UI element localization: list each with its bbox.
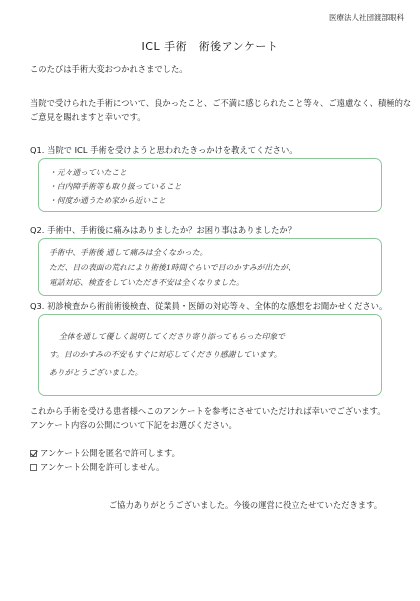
question-2-answer-line: 手術中、手術後 通して痛みは全くなかった。: [49, 248, 208, 257]
closing-line-1: これから手術を受ける患者様へこのアンケートを参考にさせていただければ幸いでございます。: [30, 406, 386, 416]
question-3-answer-box: [38, 314, 382, 396]
option-label: アンケート公開を許可しません。: [40, 462, 165, 472]
closing-line-2: アンケート内容の公開について下記をお選びください。: [30, 420, 237, 430]
footer-thanks: ご協力ありがとうございました。今後の運営に役立たせていただきます。: [108, 500, 382, 510]
question-1-answer-line: ・何度か通うため家から近いこと: [49, 196, 166, 205]
question-3-answer-line: 全体を通して優しく説明してくださり寄り添ってもらった印象で: [59, 332, 286, 341]
intro-line-1: 当院で受けられた手術について、良かったこと、ご不満に感じられたこと等々、ご遠慮なく、積極的な: [30, 98, 412, 108]
question-2-label: Q2. 手術中、手術後に痛みはありましたか？お困り事はありましたか？: [30, 225, 296, 235]
question-1-answer-line: ・元々通っていたこと: [49, 168, 127, 177]
question-3-answer-line: す。目のかすみの不安もすぐに対応してくださり感謝しています。: [49, 350, 282, 359]
question-2-answer-box: [38, 238, 382, 296]
question-3-label: Q3. 初診検査から術前術後検査、従業員・医師の対応等々、全体的な感想をお聞かせください。: [30, 301, 388, 311]
question-1-answer-line: ・白内障手術等も取り扱っていること: [49, 182, 182, 191]
option-no-publish[interactable]: [30, 460, 164, 474]
option-anonymous-publish[interactable]: [30, 446, 180, 460]
question-1-answer-box: [38, 158, 382, 212]
checkbox-checked-icon[interactable]: [30, 450, 37, 457]
option-label: アンケート公開を匿名で許可します。: [40, 448, 180, 458]
intro-greeting: このたびは手術大変おつかれさまでした。: [30, 64, 188, 74]
question-1-label: Q1. 当院で ICL 手術を受けようと思われたきっかけを教えてください。: [30, 145, 298, 155]
intro-line-2: ご意見を賜れますと幸いです。: [30, 112, 146, 122]
checkbox-unchecked-icon[interactable]: [30, 464, 37, 471]
question-2-answer-line: ただ、目の表面の荒れにより術後1時間ぐらいで目のかすみが出たが、: [49, 263, 296, 272]
clinic-name: 医療法人社団渡部眼科: [329, 13, 404, 22]
page-title: ICL 手術 術後アンケート: [141, 40, 279, 53]
question-3-answer-line: ありがとうございました。: [49, 368, 143, 377]
question-2-answer-line: 電話対応、検査をしていただき不安は全くなりました。: [49, 278, 244, 287]
